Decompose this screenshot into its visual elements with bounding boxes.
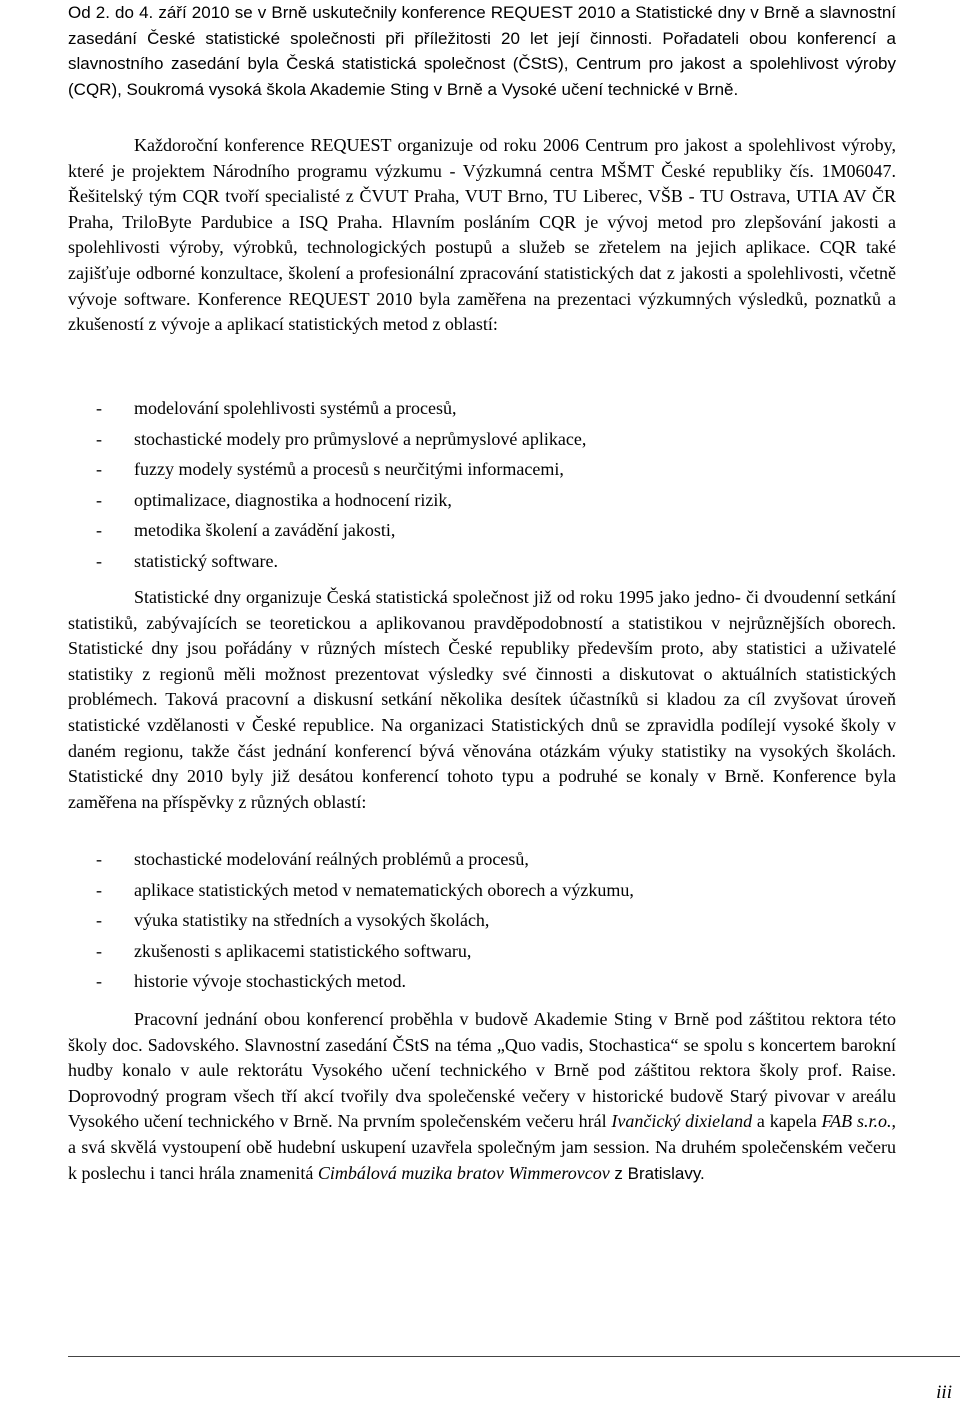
list-item: - metodika školení a zavádění jakosti, [96, 520, 396, 541]
page-number: iii [936, 1382, 952, 1403]
list-item: - aplikace statistických metod v nematematických oborech a výzkumu, [96, 879, 634, 900]
list-item: - optimalizace, diagnostika a hodnocení rizik, [96, 489, 452, 510]
request-paragraph: Každoroční konference REQUEST organizuje od roku 2006 Centrum pro jakost a spolehlivost výroby, které je projektem Národního programu výzkumu - Výzkumná centra MŠMT České republiky čís. 1M06047. Řešitelský tým CQR tvoří specialisté z ČVUT Praha, VUT Brno, TU Liberec, VŠB - TU Ostrava, UTIA AV ČR Praha, TriloByte Pardubice a ISQ Praha. Hlavním posláním CQR je vývoj metod pro zlepšování jakosti a spolehlivosti výroby, výrobků, technologických postupů a služeb se zřetelem na jejich aplikace. CQR také zajišťuje odborné konzultace, školení a profesionální zpracování statistických dat z jakosti a spolehlivosti, včetně vývoje software. Konference REQUEST 2010 byla zaměřena na prezentaci výzkumných výsledků, poznatků a zkušeností z vývoje a aplikací statistických metod z oblastí: [68, 135, 896, 335]
list-item: - stochastické modely pro průmyslové a neprůmyslové aplikace, [96, 428, 587, 449]
statisticke-dny-paragraph: Statistické dny organizuje Česká statistická společnost již od roku 1995 jako jedno- či dvoudenní setkání statistiků, zabývajících se teoretickou a aplikovanou pravděpodobností a statistikou v nejrůznějších oborech. Statistické dny jsou pořádány v různých místech České republiky především proto, aby statistici a uživatelé statistiky z regionů měli možnost prezentovat výsledky své činnosti a diskutovat o aktuálních statistických problémech. Taková pracovní a diskusní setkání několika desítek účastníků si kladou za cíl zvyšovat úroveň statistické vzdělanosti v České republice. Na organizaci Statistických dnů se zpravidla podílejí vysoké školy v daném regionu, takže část jednání konferencí bývá věnována otázkám výuky statistiky na vysokých školách. Statistické dny 2010 byly již desátou konferencí tohoto typu a podruhé se konaly v Brně. Konference byla zaměřena na příspěvky z různých oblastí: [68, 587, 896, 812]
statisticke-dny-topics-list [0, 844, 960, 997]
list-item: - statistický software. [96, 550, 278, 571]
footer-divider [68, 1356, 960, 1357]
list-item: - modelování spolehlivosti systémů a procesů, [96, 398, 457, 418]
list-item: - historie vývoje stochastických metod. [96, 971, 406, 992]
band-name: Cimbálová muzika bratov Wimmerovcov [317, 1162, 610, 1183]
request-topics-list [0, 393, 960, 577]
list-item: - fuzzy modely systémů a procesů s neurčitými informacemi, [96, 459, 564, 480]
intro-paragraph: Od 2. do 4. září 2010 se v Brně uskutečnily konference REQUEST 2010 a Statistické dny v Brně a slavnostní zasedání České statistické společnosti při příležitosti 20 let její činnosti. Pořadateli obou konferencí a slavnostního zasedání byla Česká statistická společnost (ČStS), Centrum pro jakost a spolehlivost výroby (CQR), Soukromá vysoká škola Akademie Sting v Brně a Vysoké učení technické v Brně. [68, 3, 896, 99]
list-item: - výuka statistiky na středních a vysokých školách, [96, 910, 490, 931]
list-item: - zkušenosti s aplikacemi statistického softwaru, [96, 940, 472, 961]
list-item: - stochastické modelování reálných problémů a procesů, [96, 849, 529, 869]
band-name: Ivančický dixieland [611, 1111, 753, 1132]
band-name: FAB s.r.o. [821, 1111, 892, 1132]
program-paragraph: Pracovní jednání obou konferencí proběhla v budově Akademie Sting v Brně pod záštitou rektora této školy doc. Sadovského. Slavnostní zasedání ČStS na téma „Quo vadis, Stochastica“ se spolu s koncertem barokní hudby konalo v aule rektorátu Vysokého učení technického v Brně pod záštitou rektora školy prof. Raise. Doprovodný program všech tří akcí tvořily dva společenské večery v historické budově Starý pivovar v areálu Vysokého učení technického v Brně. Na prvním společenském večeru hrál Ivančický dixieland a kapela FAB s.r.o., a svá skvělá vystoupení obě hudební uskupení uzavřela společným jam session. Na druhém společenském večeru k poslechu i tanci hrála znamenitá Cimbálová muzika bratov Wimmerovcov z Bratislavy. [68, 1009, 896, 1183]
